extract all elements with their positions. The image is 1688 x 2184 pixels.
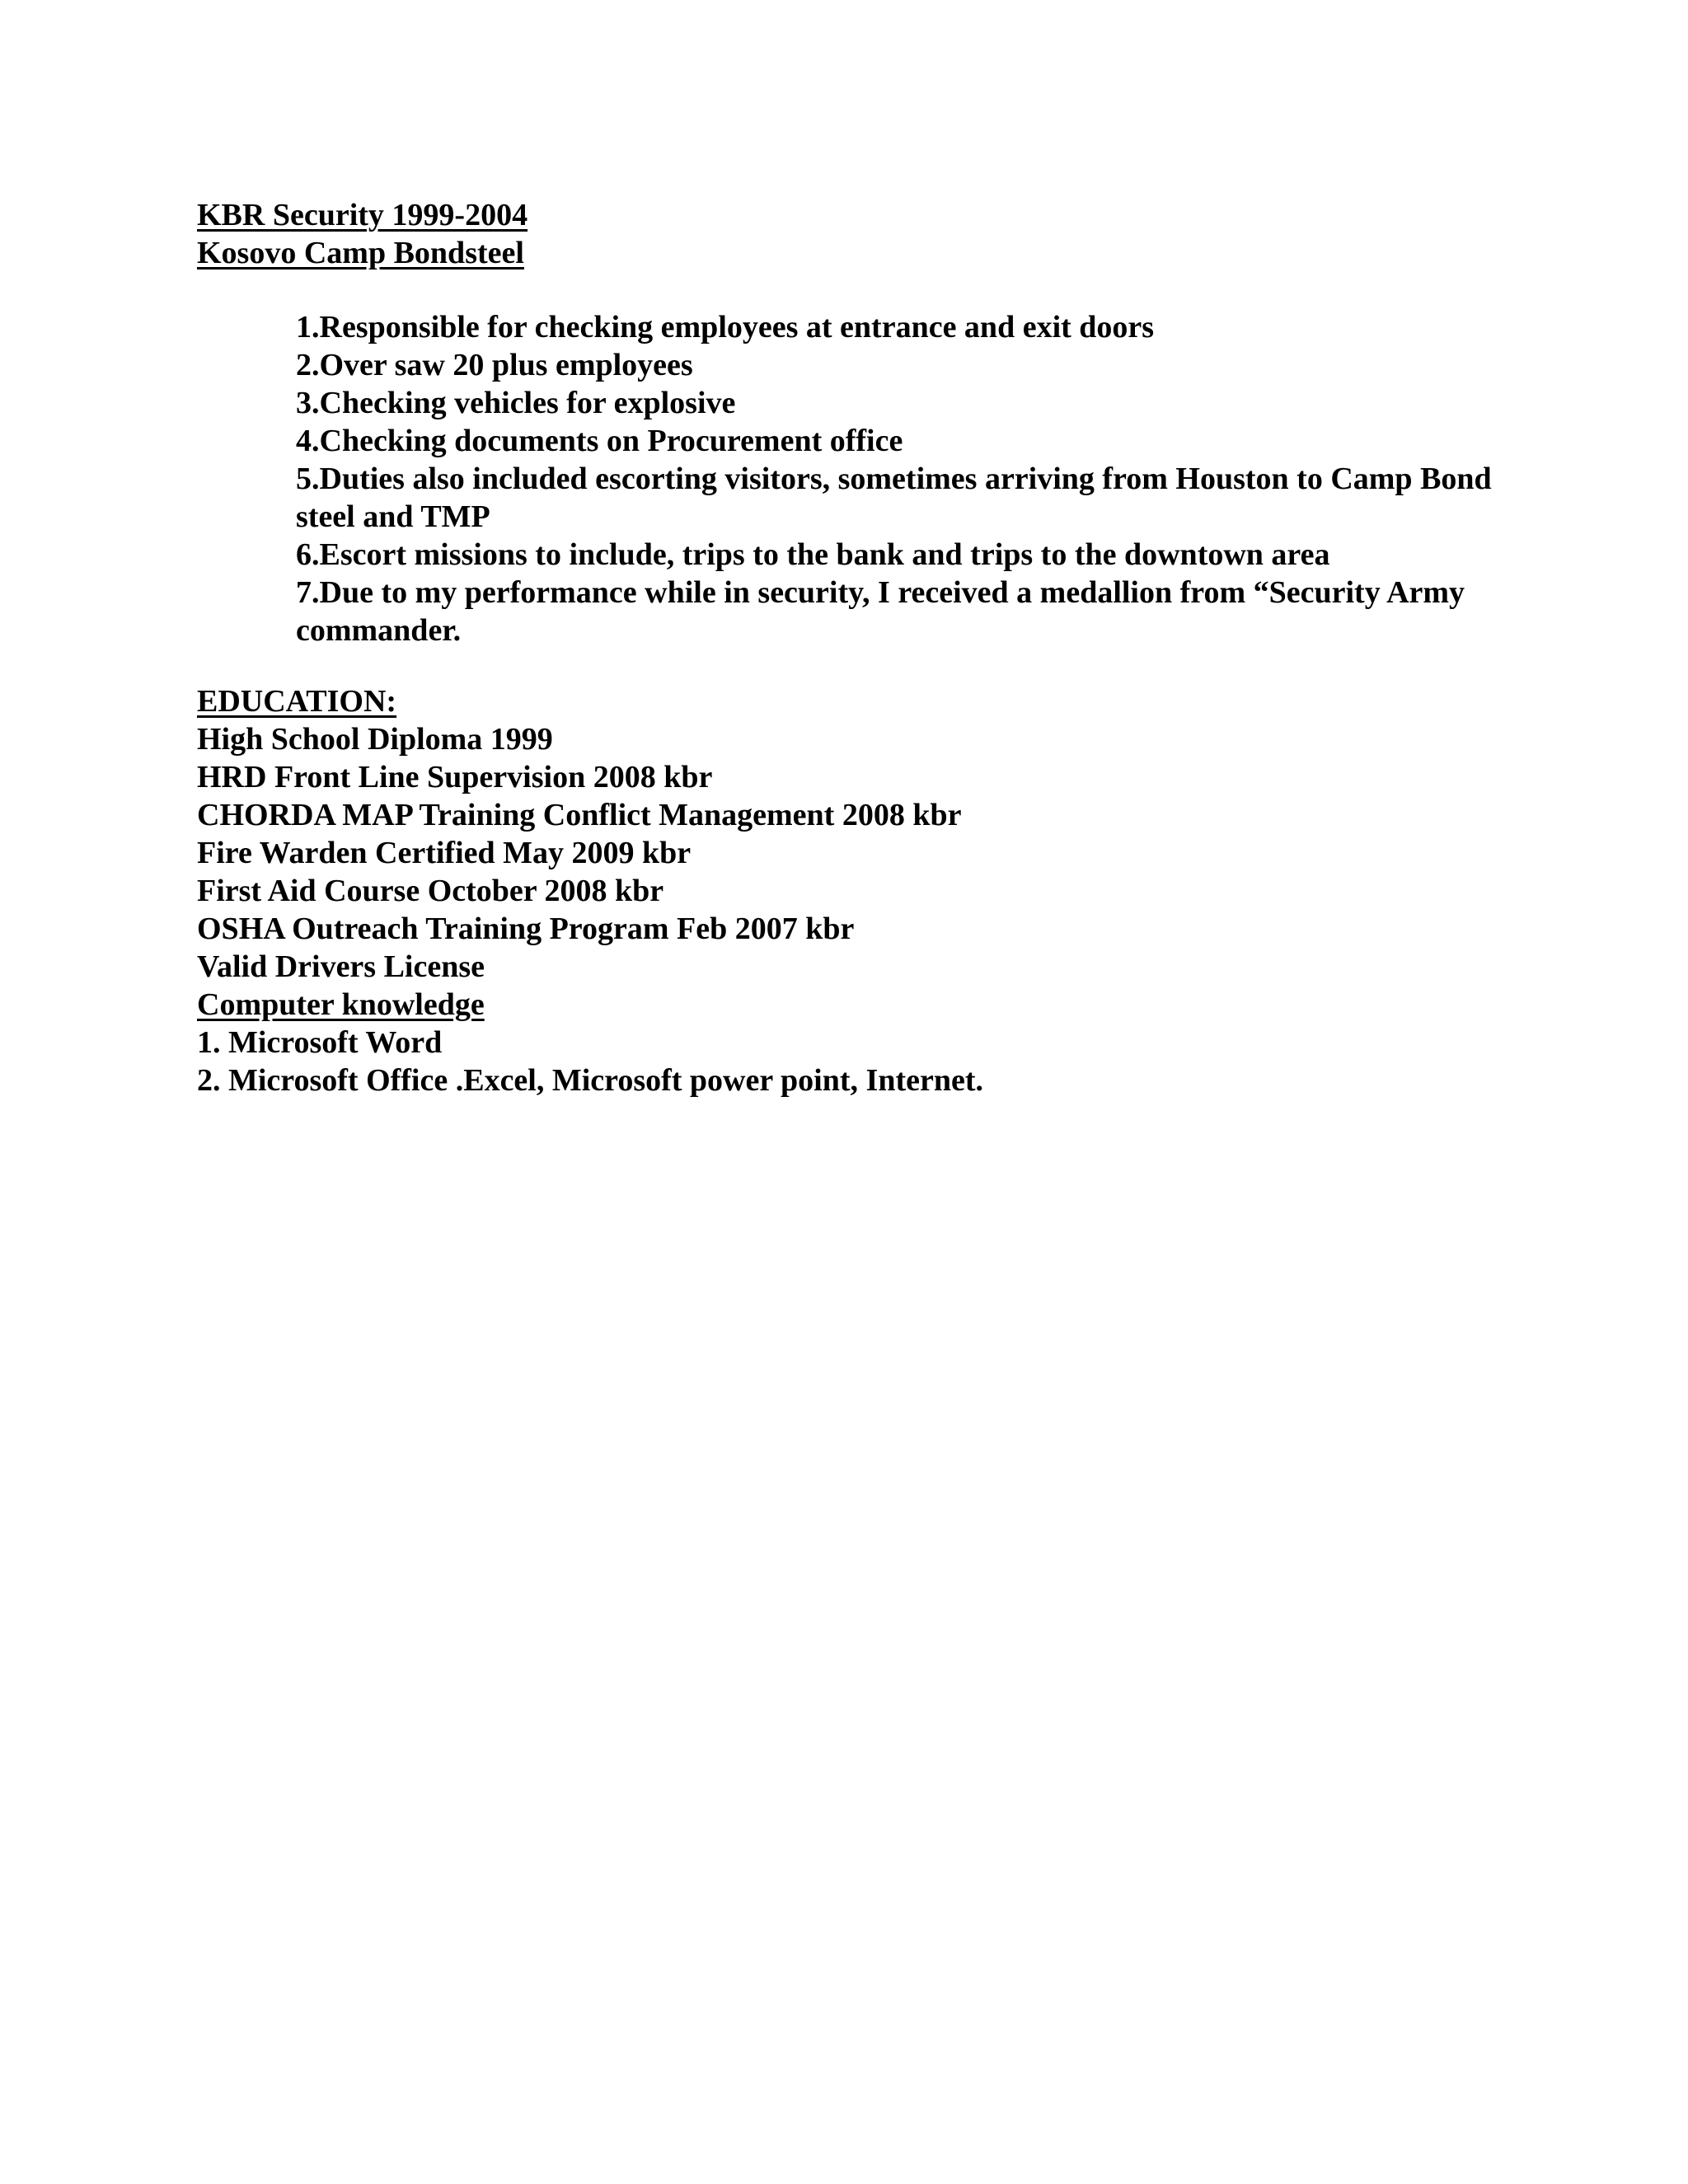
education-item: OSHA Outreach Training Program Feb 2007 kbr [197,912,855,946]
computer-knowledge-heading: Computer knowledge [197,987,485,1022]
education-item: First Aid Course October 2008 kbr [197,874,664,908]
education-item: Fire Warden Certified May 2009 kbr [197,836,692,870]
resume-content [197,196,1516,1099]
education-item: CHORDA MAP Training Conflict Management 2008 kbr [197,798,962,832]
education-section [197,682,1516,1099]
duties-list [296,308,1516,649]
duty-item: 2.Over saw 20 plus employees [296,348,693,382]
duty-item: 1.Responsible for checking employees at entrance and exit doors [296,310,1155,344]
job-location: Kosovo Camp Bondsteel [197,236,524,270]
education-item: High School Diploma 1999 [197,722,553,757]
duty-item: 6.Escort missions to include, trips to the bank and trips to the downtown area [296,537,1330,572]
job-title: KBR Security 1999-2004 [197,198,528,232]
education-item: Valid Drivers License [197,949,485,984]
education-item: HRD Front Line Supervision 2008 kbr [197,760,713,794]
computer-item: 2. Microsoft Office .Excel, Microsoft power point, Internet. [197,1063,983,1098]
duty-item: 5.Duties also included escorting visitors, sometimes arriving from Houston to Camp Bond steel and TMP [296,462,1492,534]
computer-item: 1. Microsoft Word [197,1025,443,1060]
duty-item: 7.Due to my performance while in security, I received a medallion from “Security Army commander. [296,575,1465,648]
duty-item: 3.Checking vehicles for explosive [296,386,736,420]
education-heading: EDUCATION: [197,684,397,719]
duty-item: 4.Checking documents on Procurement office [296,424,903,458]
